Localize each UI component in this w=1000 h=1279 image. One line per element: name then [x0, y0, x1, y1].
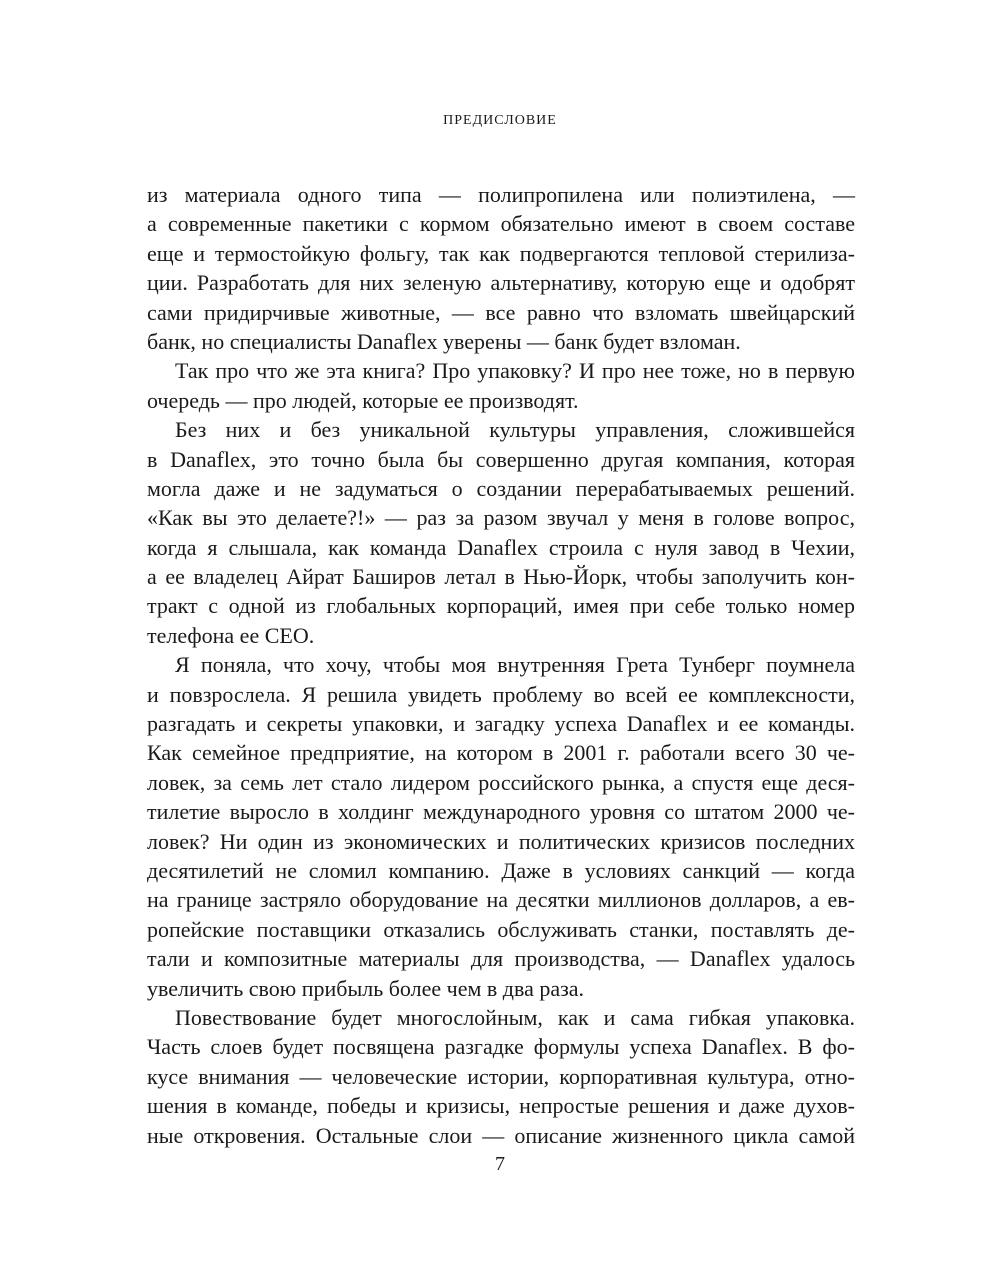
text-line: ропейские поставщики отказались обслуживать станки, поставлять де- [147, 916, 855, 942]
text-line: тилетие выросло в холдинг международного уровня со штатом 2000 че- [147, 799, 855, 825]
text-line: тракт с одной из глобальных корпораций, имея при себе только номер [147, 593, 855, 619]
text-line: а современные пакетики с кормом обязательно имеют в своем составе [147, 211, 855, 237]
text-line: разгадать и секреты упаковки, и загадку успеха Danaflex и ее команды. [147, 711, 855, 737]
text-line: а ее владелец Айрат Баширов летал в Нью-Йорк, чтобы заполучить кон- [147, 564, 855, 590]
text-line: Без них и без уникальной культуры управления, сложившейся [175, 417, 855, 443]
text-line: на границе застряло оборудование на десятки миллионов долларов, а ев- [147, 887, 855, 913]
text-line: из материала одного типа — полипропилена или полиэтилена, — [147, 182, 855, 207]
text-line: кусе внимания — человеческие истории, корпоративная культура, отно- [147, 1063, 855, 1089]
text-line: «Как вы это делаете?!» — раз за разом звучал у меня в голове вопрос, [147, 505, 855, 531]
text-line: Часть слоев будет посвящена разгадке формулы успеха Danaflex. В фо- [147, 1034, 855, 1060]
text-line: ции. Разработать для них зеленую альтернативу, которую еще и одобрят [147, 270, 855, 296]
text-line: десятилетий не сломил компанию. Даже в условиях санкций — когда [147, 857, 855, 883]
text-line: увеличить свою прибыль более чем в два раза. [147, 975, 585, 1001]
text-line: тали и композитные материалы для производства, — Danaflex удалось [147, 946, 855, 972]
text-line: банк, но специалисты Danaflex уверены — банк будет взломан. [147, 328, 741, 354]
text-line: ловек, за семь лет стало лидером российского рынка, а спустя еще деся- [147, 769, 855, 795]
text-line: Так про что же эта книга? Про упаковку? И про нее тоже, но в первую [175, 358, 855, 384]
text-line: шения в команде, победы и кризисы, непростые решения и даже духов- [147, 1093, 855, 1119]
body-text [147, 180, 855, 1150]
text-line: Повествование будет многослойным, как и сама гибкая упаковка. [175, 1004, 855, 1030]
text-line: когда я слышала, как команда Danaflex строила с нуля завод в Чехии, [147, 534, 855, 560]
text-line: Как семейное предприятие, на котором в 2001 г. работали всего 30 че- [147, 740, 855, 766]
text-line: телефона ее CEO. [147, 622, 315, 648]
text-line: Я поняла, что хочу, чтобы моя внутренняя Грета Тунберг поумнела [175, 652, 855, 678]
text-line: очередь — про людей, которые ее производят. [147, 387, 579, 413]
text-line: и повзрослела. Я решила увидеть проблему во всей ее комплексности, [147, 681, 855, 707]
text-line: еще и термостойкую фольгу, так как подвергаются тепловой стерилиза- [147, 240, 855, 266]
text-line: ловек? Ни один из экономических и политических кризисов последних [147, 828, 855, 854]
text-line: в Danaflex, это точно была бы совершенно другая компания, которая [147, 446, 855, 472]
text-line: сами придирчивые животные, — все равно что взломать швейцарский [147, 299, 855, 325]
page-number: 7 [495, 1153, 505, 1175]
running-head-title: ПРЕДИСЛОВИЕ [443, 113, 557, 128]
text-line: ные откровения. Остальные слои — описание жизненного цикла самой [147, 1122, 855, 1148]
text-line: могла даже и не задуматься о создании перерабатываемых решений. [147, 475, 855, 501]
